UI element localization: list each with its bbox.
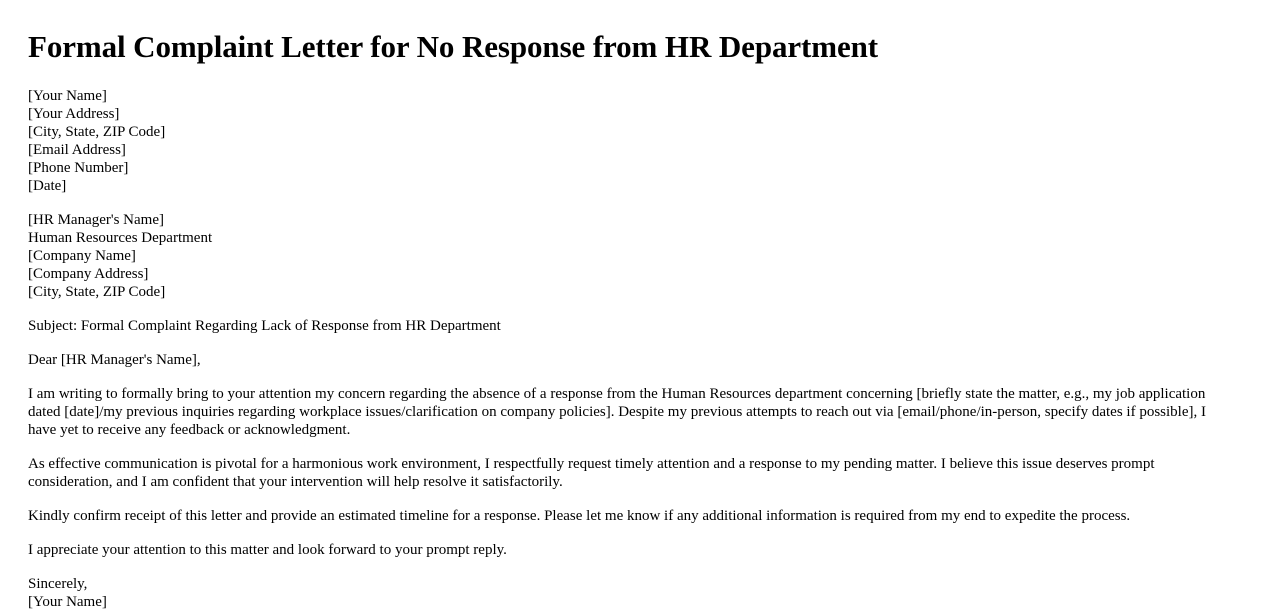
closing: Sincerely, bbox=[28, 576, 88, 592]
sender-address: [Your Address] bbox=[28, 106, 120, 122]
body-paragraph: I appreciate your attention to this matter and look forward to your prompt reply. bbox=[28, 542, 507, 558]
body-paragraph: As effective communication is pivotal for a harmonious work environment, I respectfully request timely attention and a response to my pending matter. I believe this issue deserves prompt consideration, and I am confident that your intervention will help resolve it satisfactorily. bbox=[28, 456, 1155, 490]
recipient-department: Human Resources Department bbox=[28, 230, 213, 246]
sender-address-block bbox=[28, 87, 1238, 195]
closing-block bbox=[28, 575, 1238, 611]
recipient-address-block bbox=[28, 211, 1238, 301]
subject-line: Subject: Formal Complaint Regarding Lack of Response from HR Department bbox=[28, 318, 501, 334]
letter-date: [Date] bbox=[28, 178, 67, 194]
page-title: Formal Complaint Letter for No Response from HR Department bbox=[28, 29, 879, 64]
sender-name: [Your Name] bbox=[28, 88, 107, 104]
body-paragraph: I am writing to formally bring to your attention my concern regarding the absence of a response from the Human Resources department concerning [briefly state the matter, e.g., my job application dated [date]/my previous inquiries regarding workplace issues/clarification on company policies]. Despite my previous attempts to reach out via [email/phone/in-person, specify dates if possible], I have yet to receive any feedback or acknowledgment. bbox=[28, 386, 1206, 438]
body-paragraph: Kindly confirm receipt of this letter and provide an estimated timeline for a response. Please let me know if any additional information is required from my end to expedite the process. bbox=[28, 508, 1131, 524]
salutation: Dear [HR Manager's Name], bbox=[28, 352, 201, 368]
sender-email: [Email Address] bbox=[28, 142, 126, 158]
signature-name: [Your Name] bbox=[28, 594, 107, 610]
recipient-name: [HR Manager's Name] bbox=[28, 212, 164, 228]
sender-phone: [Phone Number] bbox=[28, 160, 129, 176]
recipient-company-address: [Company Address] bbox=[28, 266, 149, 282]
recipient-company-name: [Company Name] bbox=[28, 248, 136, 264]
sender-city-state-zip: [City, State, ZIP Code] bbox=[28, 124, 166, 140]
recipient-city-state-zip: [City, State, ZIP Code] bbox=[28, 284, 166, 300]
